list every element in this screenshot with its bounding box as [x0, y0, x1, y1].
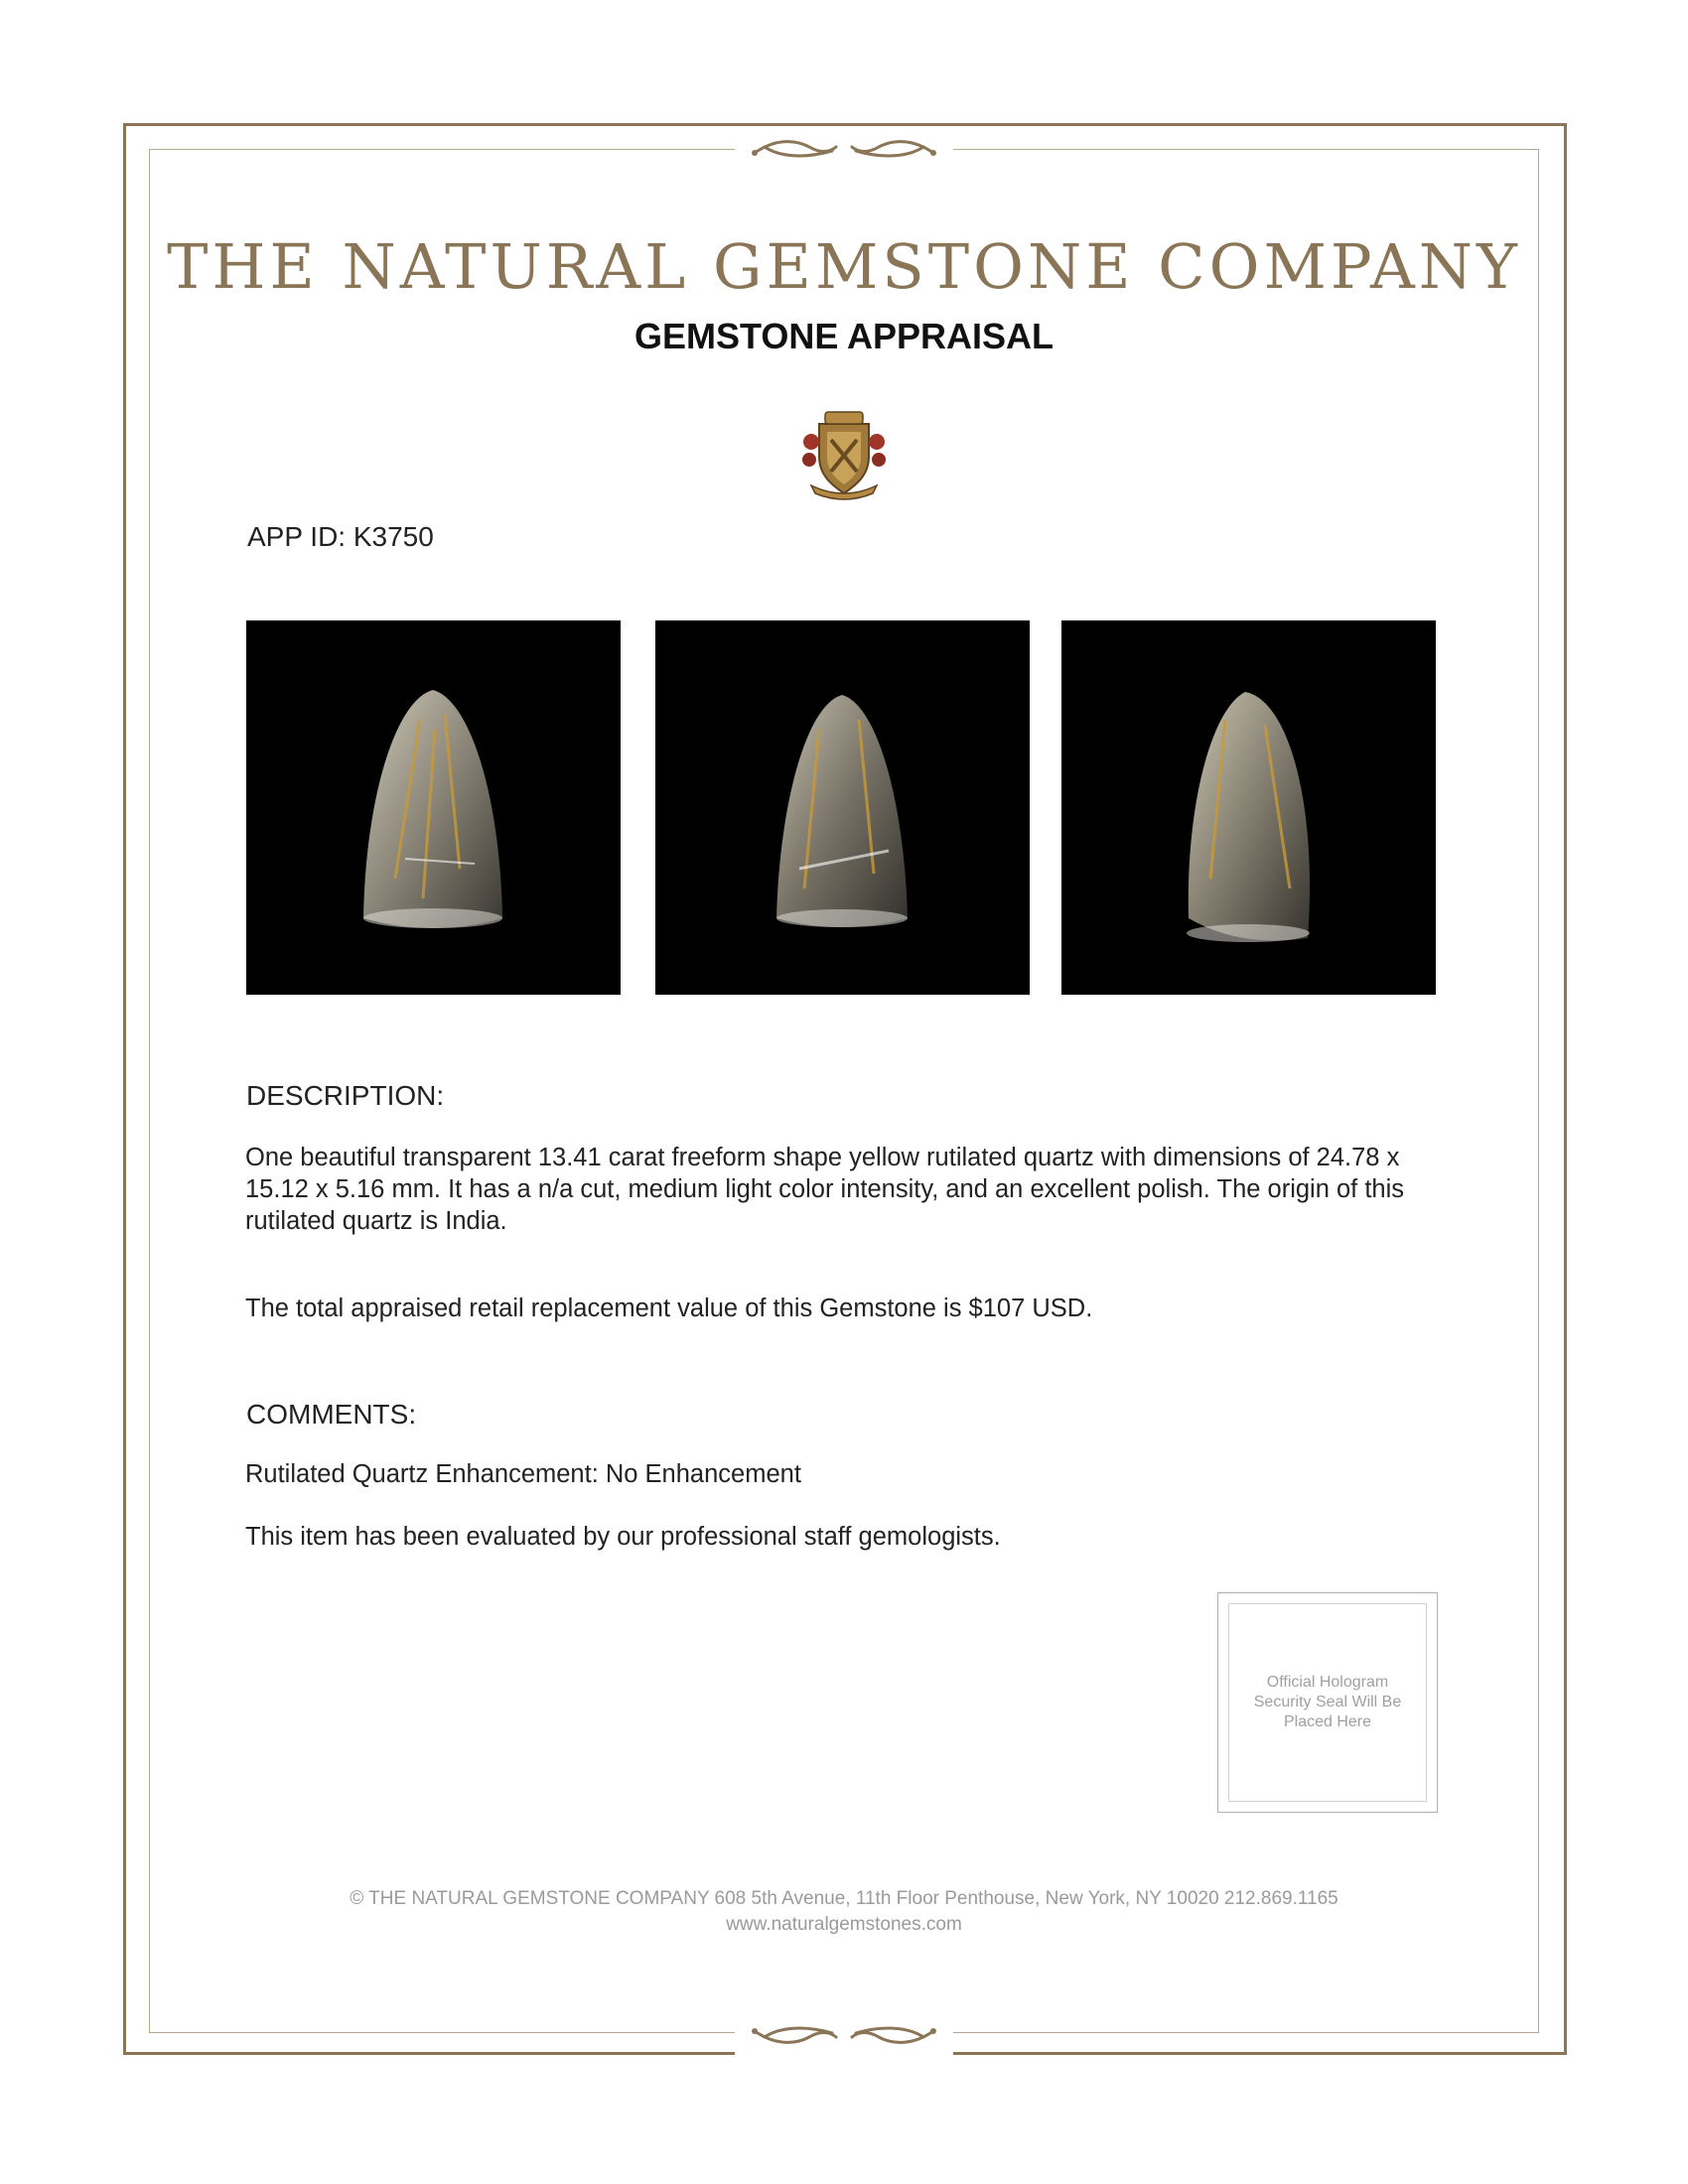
seal-text: Official Hologram Security Seal Will Be Placed Here: [1253, 1674, 1402, 1730]
seal-inner-border: [1228, 1603, 1427, 1802]
gemstone-photo-angle: [655, 620, 1030, 995]
comments-heading: COMMENTS:: [246, 1399, 417, 1430]
footer-website-link[interactable]: www.naturalgemstones.com: [726, 1914, 962, 1935]
app-id: APP ID: K3750: [247, 521, 434, 552]
hologram-seal-placeholder: [1217, 1592, 1438, 1813]
footer-address: © THE NATURAL GEMSTONE COMPANY 608 5th Avenue, 11th Floor Penthouse, New York, NY 10020 212.869.1165: [350, 1888, 1338, 1909]
footer: [149, 1886, 1539, 1938]
enhancement-text: Rutilated Quartz Enhancement: No Enhancement: [245, 1460, 801, 1488]
description-heading: DESCRIPTION:: [246, 1080, 445, 1111]
gemstone-photo-side: [1061, 620, 1436, 995]
evaluation-text: This item has been evaluated by our professional staff gemologists.: [245, 1523, 1001, 1551]
bottom-ornament-icon: [735, 2015, 953, 2055]
top-ornament-icon: [735, 129, 953, 169]
description-text: One beautiful transparent 13.41 carat freeform shape yellow rutilated quartz with dimensions of 24.78 x 15.12 x 5.16 mm. It has a n/a cut, medium light color intensity, and an excellent polish. The origin of this rutilated quartz is India.: [245, 1144, 1405, 1235]
company-name: THE NATURAL GEMSTONE COMPANY: [167, 230, 1521, 303]
document-title: GEMSTONE APPRAISAL: [633, 316, 1055, 356]
company-crest-icon: [799, 402, 889, 501]
appraised-value-text: The total appraised retail replacement value of this Gemstone is $107 USD.: [245, 1295, 1093, 1322]
gemstone-photo-front: [246, 620, 621, 995]
